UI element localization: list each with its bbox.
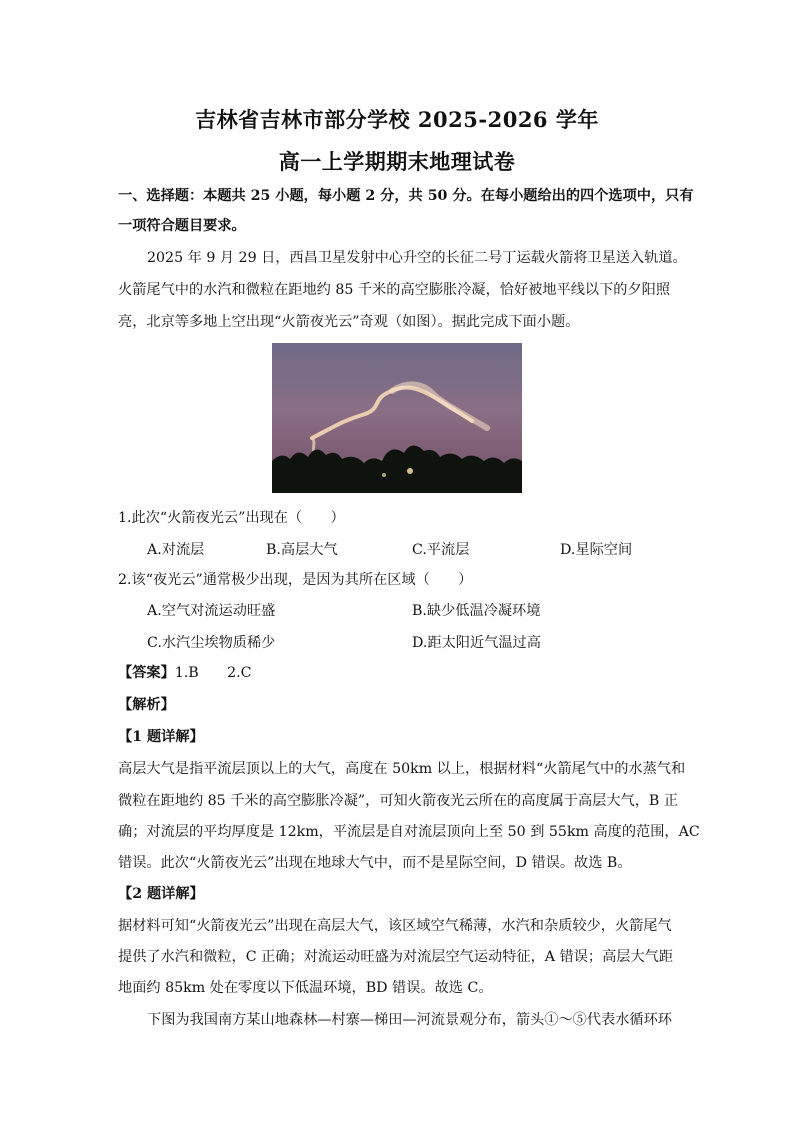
q2-option-d: D.距太阳近气温过高 — [412, 635, 541, 651]
passage1-line3: 亮，北京等多地上空出现“火箭夜光云”奇观（如图）。据此完成下面小题。 — [118, 314, 580, 330]
passage1-line1: 2025 年 9 月 29 日，西昌卫星发射中心升空的长征二号丁运载火箭将卫星送入轨道。 — [147, 250, 687, 266]
section-heading-line2: 一项符合题目要求。 — [118, 218, 246, 234]
answer-line — [118, 663, 678, 683]
detail1-line4: 错误。此次“火箭夜光云”出现在地球大气中，而不是星际空间，D 错误。故选 B。 — [118, 855, 632, 871]
detail1-line3: 确；对流层的平均厚度是 12km，平流层是自对流层顶向上至 50 到 55km 高度的范围，AC — [118, 824, 700, 840]
section-heading-line1: 一、选择题：本题共 25 小题，每小题 2 分，共 50 分。在每小题给出的四个选项中，只有 — [118, 188, 694, 204]
answer-label: 【答案】 — [118, 665, 175, 681]
q1-option-b: B.高层大气 — [266, 542, 338, 558]
q1-option-d: D.星际空间 — [560, 542, 633, 558]
passage1-line2: 火箭尾气中的水汽和微粒在距地约 85 千米的高空膨胀冷凝，恰好被地平线以下的夕阳照 — [118, 282, 671, 298]
analysis-label: 【解析】 — [118, 697, 175, 713]
detail1-label: 【1 题详解】 — [118, 729, 204, 745]
detail2-line2: 提供了水汽和微粒，C 正确；对流运动旺盛为对流层空气运动特征，A 错误；高层大气距 — [118, 949, 674, 965]
q1-option-a: A.对流层 — [147, 542, 205, 558]
q1-option-c: C.平流层 — [412, 542, 470, 558]
detail2-line1: 据材料可知“火箭夜光云”出现在高层大气，该区域空气稀薄，水汽和杂质较少，火箭尾气 — [118, 918, 672, 934]
q2-option-c: C.水汽尘埃物质稀少 — [147, 635, 276, 651]
q1-stem: 1.此次“火箭夜光云”出现在（ ） — [118, 510, 345, 526]
detail1-line2: 微粒在距地约 85 千米的高空膨胀冷凝”，可知火箭夜光云所在的高度属于高层大气，B 正 — [118, 793, 679, 809]
q2-stem: 2.该“夜光云”通常极少出现，是因为其所在区域（ ） — [118, 572, 473, 588]
detail2-line3: 地面约 85km 处在零度以下低温环境，BD 错误。故选 C。 — [118, 980, 493, 996]
rocket-noctilucent-cloud-photo — [272, 343, 522, 493]
detail1-line1: 高层大气是指平流层顶以上的大气，高度在 50km 以上，根据材料“火箭尾气中的水蒸气和 — [118, 761, 686, 777]
detail2-label: 【2 题详解】 — [118, 886, 204, 902]
photo-illustration — [272, 343, 522, 493]
q2-option-a: A.空气对流运动旺盛 — [147, 603, 276, 619]
q2-option-b: B.缺少低温冷凝环境 — [412, 603, 541, 619]
answer-text: 1.B 2.C — [174, 665, 252, 681]
exam-title-line2: 高一上学期期末地理试卷 — [278, 149, 516, 174]
exam-title-line1: 吉林省吉林市部分学校 2025-2026 学年 — [195, 107, 599, 132]
passage2-line1: 下图为我国南方某山地森林—村寨—梯田—河流景观分布，箭头①～⑤代表水循环环 — [147, 1012, 672, 1028]
